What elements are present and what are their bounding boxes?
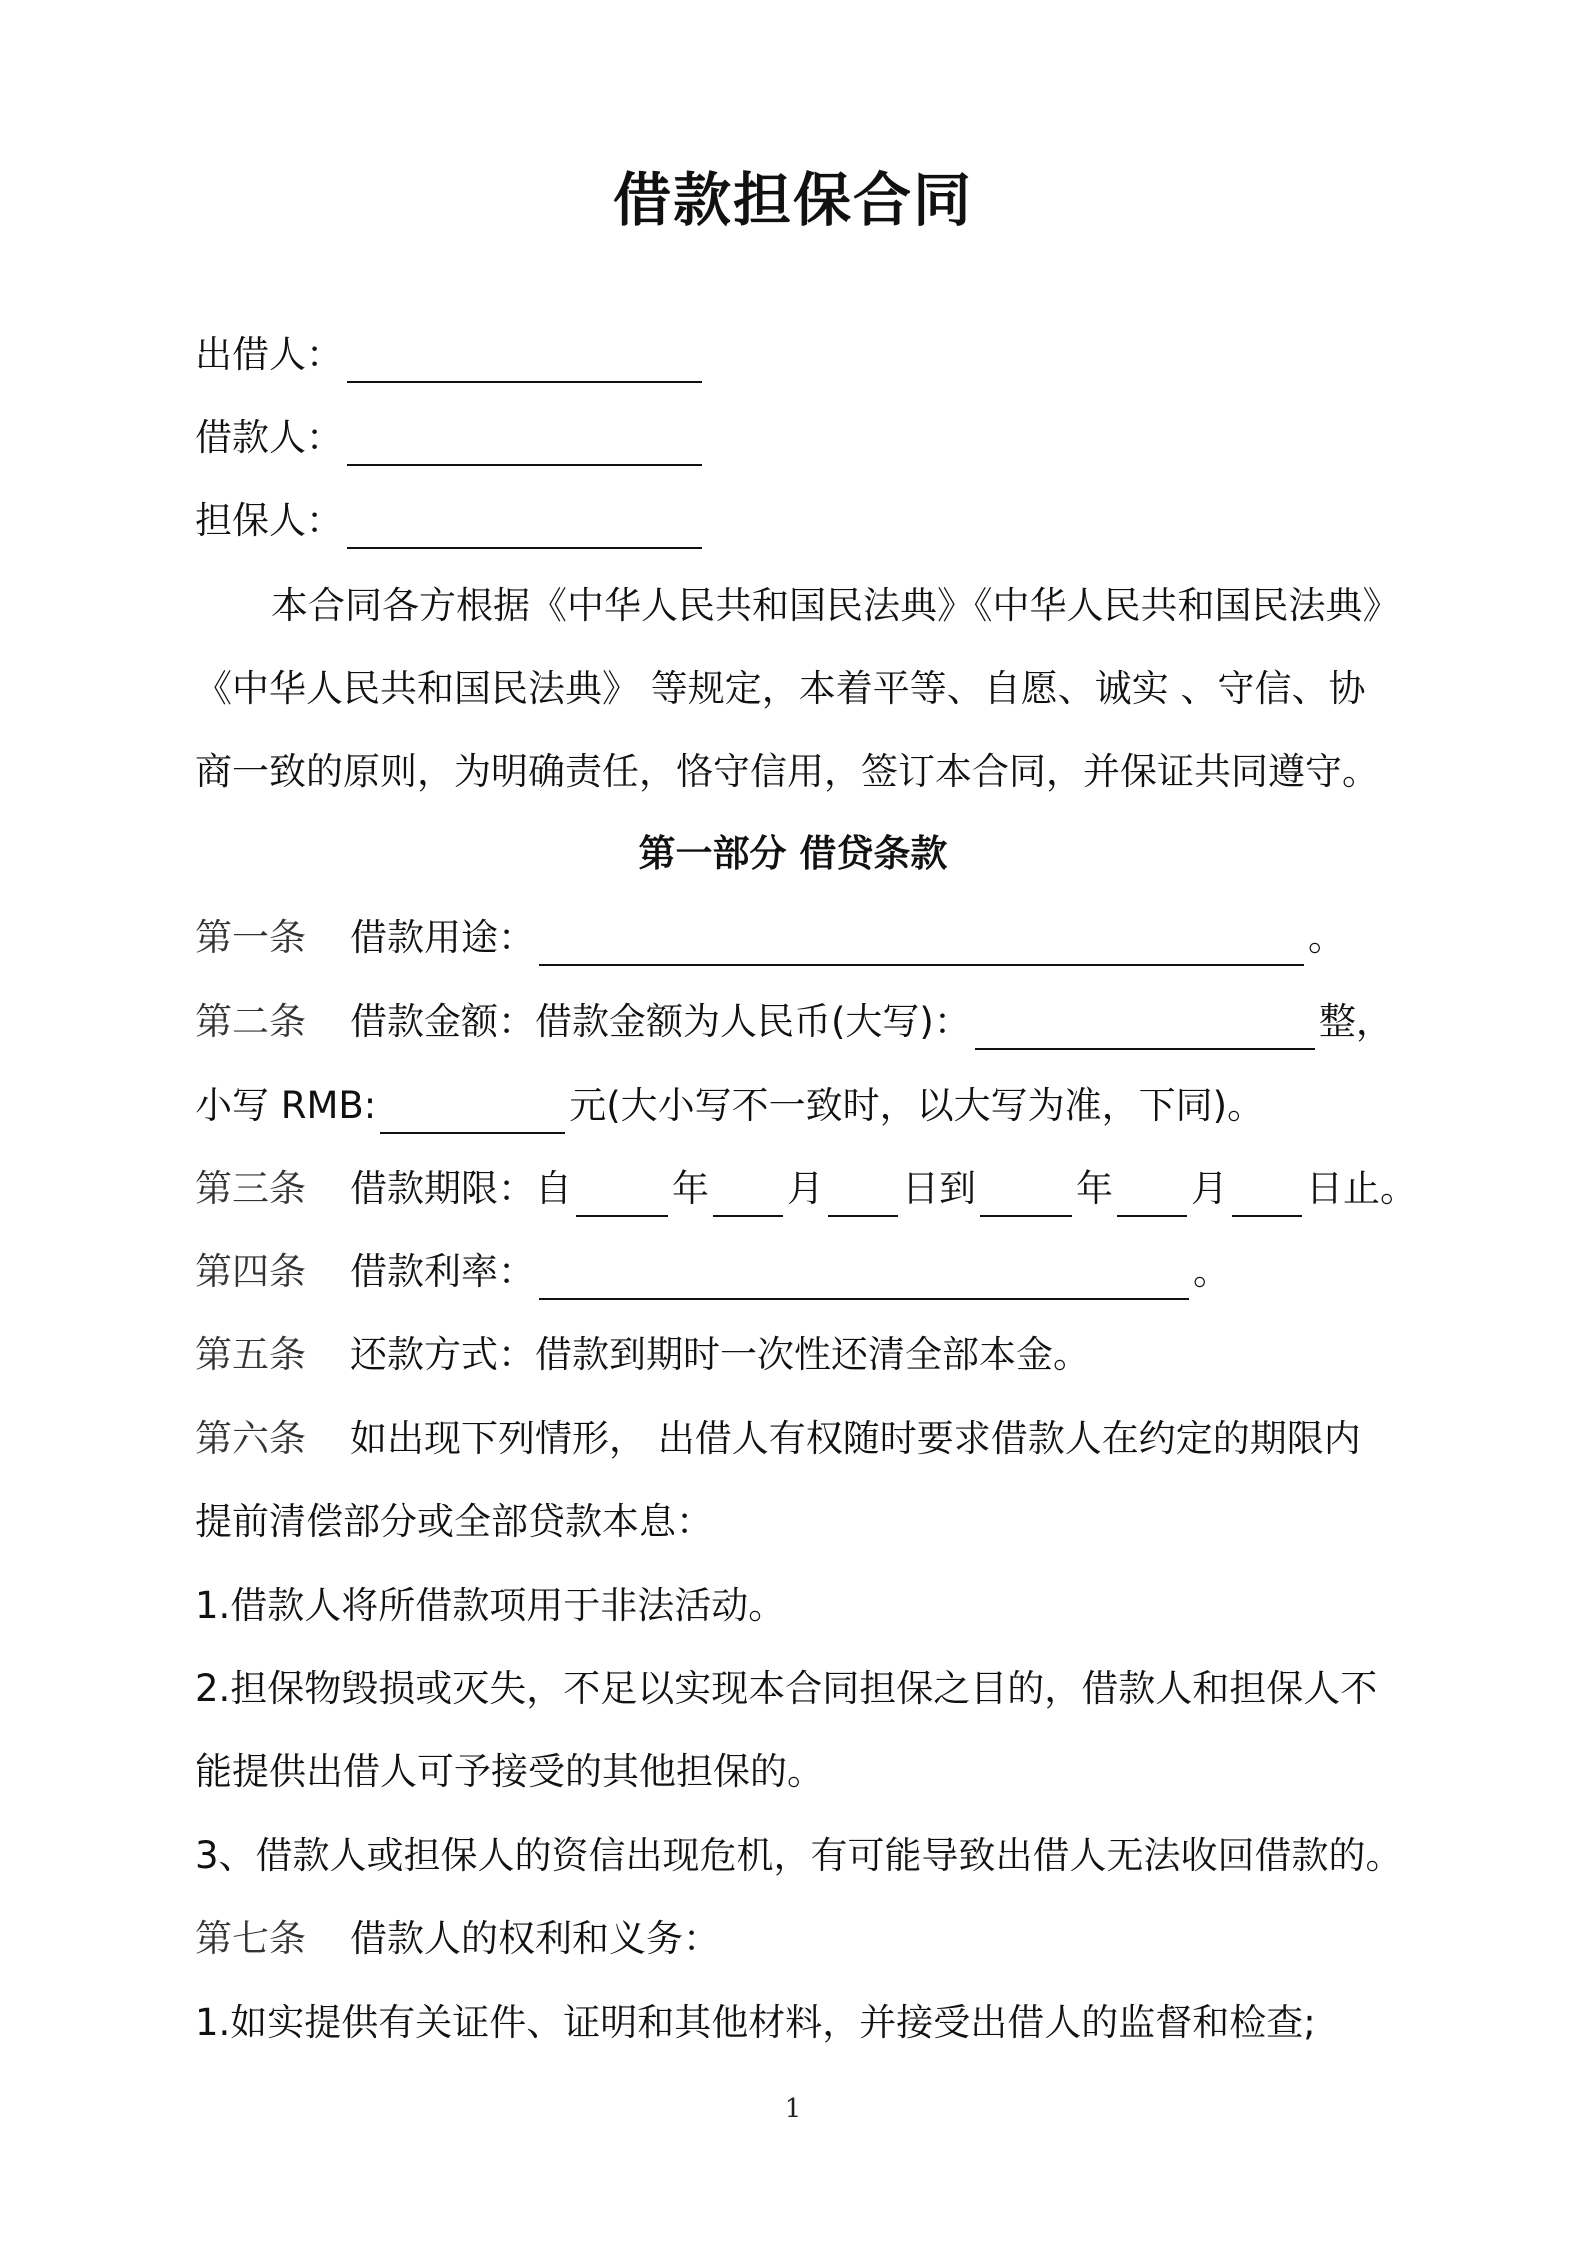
lender-blank[interactable] [347, 337, 702, 383]
preamble-line-3: 商一致的原则，为明确责任，恪守信用，签订本合同，并保证共同遵守。 [195, 750, 1379, 793]
article-5 [195, 1327, 1395, 1383]
start-year-blank[interactable] [576, 1171, 668, 1217]
article-4-label: 借款利率： [350, 1250, 535, 1293]
guarantor-blank[interactable] [347, 503, 702, 549]
article-7 [195, 1911, 1395, 1967]
article-2 [195, 994, 1395, 1050]
article-1 [195, 910, 1395, 966]
article-1-label: 借款用途： [350, 916, 535, 959]
day-end-label: 日止。 [1306, 1167, 1417, 1210]
purpose-blank[interactable] [539, 920, 1304, 966]
article-6-cont: 提前清偿部分或全部贷款本息： [195, 1500, 713, 1543]
article-6-number: 第六条 [195, 1417, 306, 1460]
article-1-end: 。 [1308, 916, 1345, 959]
article-2-number: 第二条 [195, 1000, 306, 1043]
page-number: 1 [784, 2094, 802, 2124]
guarantor-row [195, 493, 1395, 549]
article-4-number: 第四条 [195, 1250, 306, 1293]
month-label: 月 [787, 1167, 824, 1210]
end-day-blank[interactable] [1232, 1171, 1302, 1217]
borrower-label: 借款人： [195, 416, 343, 459]
rmb-label: 小写 RMB: [195, 1084, 377, 1127]
article-5-text: 还款方式：借款到期时一次性还清全部本金。 [350, 1333, 1090, 1376]
month-label: 月 [1191, 1167, 1228, 1210]
amount-lowercase-blank[interactable] [380, 1088, 565, 1134]
end-year-blank[interactable] [980, 1171, 1072, 1217]
article-2-end: 整， [1318, 1000, 1393, 1043]
article-5-number: 第五条 [195, 1333, 306, 1376]
article-7-item-1: 1.如实提供有关证件、证明和其他材料，并接受出借人的监督和检查; [195, 2001, 1316, 2044]
section-heading: 第一部分 借贷条款 [638, 832, 948, 875]
article-6 [195, 1411, 1395, 1467]
article-7-number: 第七条 [195, 1917, 306, 1960]
guarantor-label: 担保人： [195, 499, 343, 542]
year-label: 年 [672, 1167, 709, 1210]
borrower-blank[interactable] [347, 420, 702, 466]
document-title: 借款担保合同 [612, 166, 973, 234]
article-7-text: 借款人的权利和义务： [350, 1917, 720, 1960]
article-4-end: 。 [1193, 1250, 1230, 1293]
lender-label: 出借人： [195, 333, 343, 376]
preamble-line-1: 本合同各方根据《中华人民共和国民法典》《中华人民共和国民法典》 [271, 584, 1400, 627]
article-2-line-2 [195, 1078, 1395, 1134]
start-day-blank[interactable] [828, 1171, 898, 1217]
interest-rate-blank[interactable] [539, 1254, 1189, 1300]
article-3-number: 第三条 [195, 1167, 306, 1210]
article-6-item-2-cont: 能提供出借人可予接受的其他担保的。 [195, 1750, 824, 1793]
amount-uppercase-blank[interactable] [975, 1004, 1315, 1050]
article-4 [195, 1244, 1395, 1300]
article-6-item-3: 3、借款人或担保人的资信出现危机，有可能导致出借人无法收回借款的。 [195, 1834, 1403, 1877]
year-label: 年 [1076, 1167, 1113, 1210]
day-to-label: 日到 [902, 1167, 976, 1210]
borrower-row [195, 410, 1395, 466]
article-1-number: 第一条 [195, 916, 306, 959]
article-2-note: 元(大小写不一致时，以大写为准，下同)。 [569, 1084, 1265, 1127]
article-3 [195, 1161, 1417, 1217]
article-6-item-1: 1.借款人将所借款项用于非法活动。 [195, 1584, 786, 1627]
article-6-text: 如出现下列情形， 出借人有权随时要求借款人在约定的期限内 [350, 1417, 1361, 1460]
start-month-blank[interactable] [713, 1171, 783, 1217]
preamble-line-2: 《中华人民共和国民法典》 等规定，本着平等、自愿、诚实 、守信、协 [195, 667, 1366, 710]
end-month-blank[interactable] [1117, 1171, 1187, 1217]
article-3-label: 借款期限：自 [350, 1167, 572, 1210]
article-2-label: 借款金额：借款金额为人民币(大写)： [350, 1000, 971, 1043]
lender-row [195, 327, 1395, 383]
article-6-item-2: 2.担保物毁损或灭失，不足以实现本合同担保之目的，借款人和担保人不 [195, 1667, 1378, 1710]
